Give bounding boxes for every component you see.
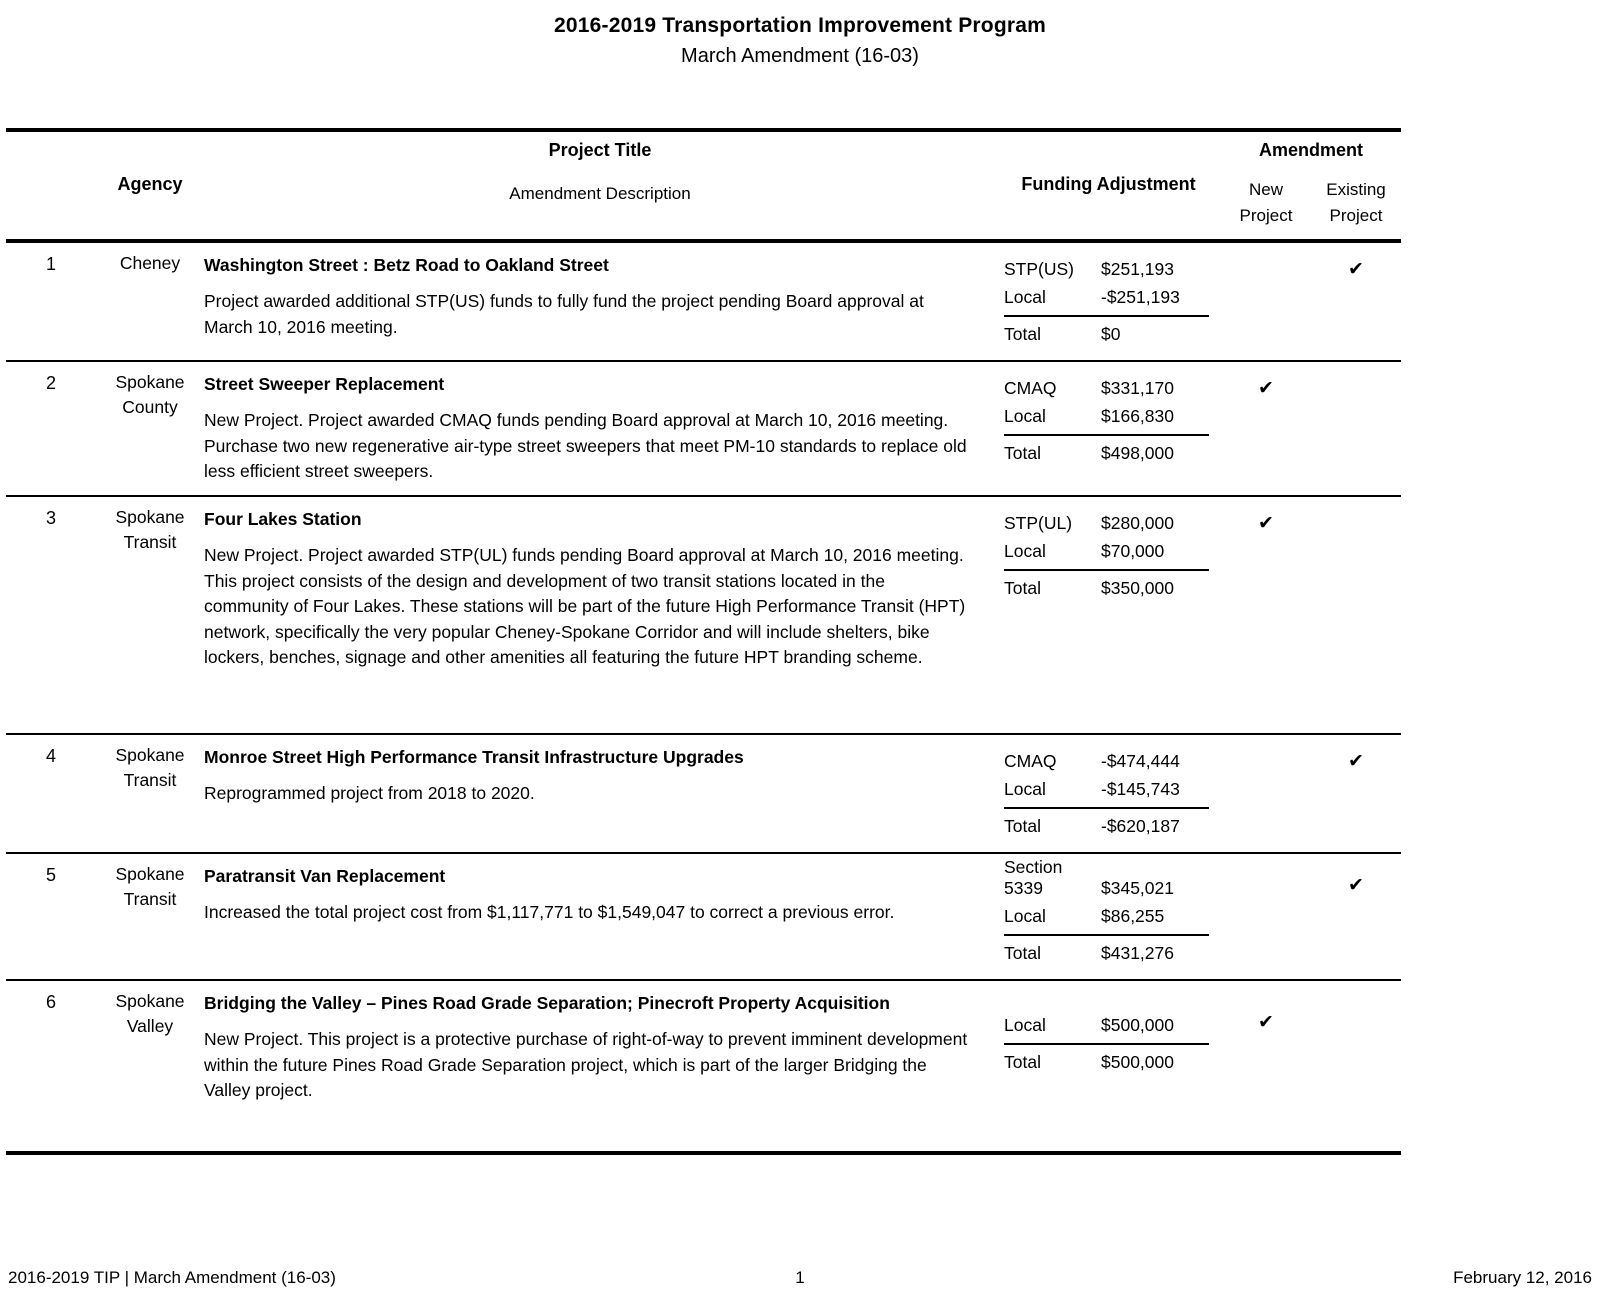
row-number: 2 bbox=[45, 373, 56, 393]
funding-source-label: Local bbox=[1004, 779, 1046, 799]
funding-adjustment-cell bbox=[996, 981, 1221, 1143]
row-number: 5 bbox=[45, 865, 56, 885]
funding-source-label: Local bbox=[1004, 406, 1046, 426]
funding-source-label: Total bbox=[1004, 578, 1041, 598]
amendment-description: Project awarded additional STP(US) funds to fully fund the project pending Board approval at March 10, 2016 meeting. bbox=[204, 291, 924, 337]
document-title: 2016-2019 Transportation Improvement Program bbox=[554, 14, 1046, 37]
row-agency: Spokane Transit bbox=[115, 507, 185, 552]
funding-line bbox=[1004, 1043, 1209, 1073]
header-amendment: Amendment bbox=[1258, 140, 1363, 160]
funding-source-label: Total bbox=[1004, 943, 1041, 963]
check-icon: ✔ bbox=[1258, 513, 1274, 534]
existing-project-cell bbox=[1311, 854, 1401, 971]
check-icon: ✔ bbox=[1348, 751, 1364, 772]
row-number: 4 bbox=[45, 746, 56, 766]
header-amendment-description: Amendment Description bbox=[509, 184, 691, 203]
project-title: Paratransit Van Replacement bbox=[204, 866, 446, 886]
funding-line bbox=[1004, 569, 1209, 599]
header-new-project: New Project bbox=[1239, 180, 1293, 225]
new-project-cell bbox=[1221, 981, 1311, 1143]
document-header bbox=[0, 0, 1600, 68]
existing-project-cell bbox=[1311, 362, 1401, 487]
header-existing-project: Existing Project bbox=[1326, 180, 1386, 225]
funding-source-label: Local bbox=[1004, 906, 1046, 926]
row-number: 3 bbox=[45, 508, 56, 528]
header-project-title: Project Title bbox=[548, 140, 652, 160]
funding-line bbox=[1004, 513, 1209, 534]
funding-source-label: STP(US) bbox=[1004, 259, 1074, 279]
amendment-table bbox=[6, 128, 1401, 1155]
funding-line bbox=[1004, 259, 1209, 280]
header-amendment-group bbox=[1221, 140, 1401, 229]
funding-line bbox=[1004, 857, 1209, 899]
funding-source-label: Total bbox=[1004, 816, 1041, 836]
project-title: Washington Street : Betz Road to Oakland Street bbox=[204, 255, 609, 275]
funding-amount: $280,000 bbox=[1101, 513, 1174, 533]
funding-amount: -$251,193 bbox=[1101, 287, 1180, 307]
footer-document-label: 2016-2019 TIP | March Amendment (16-03) bbox=[8, 1268, 336, 1287]
funding-line bbox=[1004, 541, 1209, 562]
funding-source-label: CMAQ bbox=[1004, 751, 1057, 771]
table-row bbox=[6, 362, 1401, 497]
funding-line bbox=[1004, 779, 1209, 800]
footer-page-number: 1 bbox=[795, 1268, 805, 1287]
funding-source-label: Local bbox=[1004, 1015, 1046, 1035]
project-cell bbox=[204, 854, 996, 971]
funding-amount: $331,170 bbox=[1101, 378, 1174, 398]
funding-amount: -$620,187 bbox=[1101, 816, 1180, 836]
row-number: 6 bbox=[45, 992, 56, 1012]
row-agency: Spokane Transit bbox=[115, 745, 185, 790]
header-agency: Agency bbox=[117, 174, 183, 194]
funding-amount: $350,000 bbox=[1101, 578, 1174, 598]
row-agency: Spokane Transit bbox=[115, 864, 185, 909]
funding-source-label: Local bbox=[1004, 287, 1046, 307]
new-project-cell bbox=[1221, 362, 1311, 487]
row-agency: Spokane County bbox=[115, 372, 185, 417]
project-cell bbox=[204, 497, 996, 725]
existing-project-cell bbox=[1311, 735, 1401, 844]
check-icon: ✔ bbox=[1258, 1012, 1274, 1033]
new-project-cell bbox=[1221, 735, 1311, 844]
funding-adjustment-cell bbox=[996, 735, 1221, 844]
project-title: Four Lakes Station bbox=[204, 509, 362, 529]
project-cell bbox=[204, 981, 996, 1143]
funding-amount: $166,830 bbox=[1101, 406, 1174, 426]
row-agency: Cheney bbox=[119, 253, 181, 273]
existing-project-cell bbox=[1311, 981, 1401, 1143]
new-project-cell bbox=[1221, 243, 1311, 352]
project-cell bbox=[204, 243, 996, 352]
header-amendment-subcolumns bbox=[1221, 177, 1401, 229]
table-body bbox=[6, 243, 1401, 1151]
new-project-cell bbox=[1221, 497, 1311, 725]
funding-line bbox=[1004, 934, 1209, 964]
project-cell bbox=[204, 735, 996, 844]
table-header bbox=[6, 132, 1401, 243]
funding-line bbox=[1004, 807, 1209, 837]
funding-source-label: Total bbox=[1004, 443, 1041, 463]
funding-source-label: Local bbox=[1004, 541, 1046, 561]
check-icon: ✔ bbox=[1348, 259, 1364, 280]
existing-project-cell bbox=[1311, 243, 1401, 352]
funding-amount: $500,000 bbox=[1101, 1052, 1174, 1072]
amendment-description: New Project. Project awarded STP(UL) funds pending Board approval at March 10, 2016 meeting. This project consists of the design and development of two transit stations located in the community of Four Lakes. These stations will be part of the future High Performance Transit (HPT) network, specifically the very popular Cheney-Spokane Corridor and will include shelters, bike lockers, benches, signage and other amenities all featuring the future HPT branding scheme. bbox=[204, 545, 966, 667]
header-row-number-spacer bbox=[6, 140, 96, 229]
funding-source-label: Total bbox=[1004, 324, 1041, 344]
amendment-description: Reprogrammed project from 2018 to 2020. bbox=[204, 783, 535, 803]
row-agency: Spokane Valley bbox=[115, 991, 185, 1036]
funding-amount: -$474,444 bbox=[1101, 751, 1180, 771]
funding-line bbox=[1004, 1015, 1209, 1036]
funding-amount: $86,255 bbox=[1101, 906, 1165, 926]
funding-amount: $431,276 bbox=[1101, 943, 1174, 963]
footer-date: February 12, 2016 bbox=[1453, 1268, 1592, 1287]
funding-source-label: CMAQ bbox=[1004, 378, 1057, 398]
funding-source-label: STP(UL) bbox=[1004, 513, 1073, 533]
amendment-description: Increased the total project cost from $1,117,771 to $1,549,047 to correct a previous error. bbox=[204, 902, 895, 922]
funding-line bbox=[1004, 434, 1209, 464]
funding-amount: -$145,743 bbox=[1101, 779, 1180, 799]
funding-amount: $251,193 bbox=[1101, 259, 1174, 279]
table-row bbox=[6, 735, 1401, 854]
funding-source-label: Total bbox=[1004, 1052, 1041, 1072]
existing-project-cell bbox=[1311, 497, 1401, 725]
funding-line bbox=[1004, 315, 1209, 345]
amendment-description: New Project. Project awarded CMAQ funds pending Board approval at March 10, 2016 meeting. Purchase two new regenerative air-type street sweepers that meet PM-10 standards to replace old less efficient street sweepers. bbox=[204, 410, 967, 481]
funding-line bbox=[1004, 906, 1209, 927]
check-icon: ✔ bbox=[1258, 378, 1274, 399]
funding-line bbox=[1004, 406, 1209, 427]
project-title: Street Sweeper Replacement bbox=[204, 374, 445, 394]
table-row bbox=[6, 854, 1401, 981]
project-cell bbox=[204, 362, 996, 487]
project-title: Monroe Street High Performance Transit Infrastructure Upgrades bbox=[204, 747, 744, 767]
table-row bbox=[6, 981, 1401, 1151]
check-icon: ✔ bbox=[1348, 875, 1364, 896]
funding-line bbox=[1004, 751, 1209, 772]
funding-adjustment-cell bbox=[996, 497, 1221, 725]
funding-line bbox=[1004, 287, 1209, 308]
funding-amount: $345,021 bbox=[1101, 878, 1174, 898]
header-funding-adjustment: Funding Adjustment bbox=[1021, 174, 1196, 194]
funding-adjustment-cell bbox=[996, 243, 1221, 352]
amendment-description: New Project. This project is a protective purchase of right-of-way to prevent imminent development within the future Pines Road Grade Separation project, which is part of the larger Bridging the Valley project. bbox=[204, 1029, 968, 1100]
funding-amount: $70,000 bbox=[1101, 541, 1165, 561]
funding-source-label: Section 5339 bbox=[1004, 857, 1063, 898]
new-project-cell bbox=[1221, 854, 1311, 971]
funding-amount: $0 bbox=[1101, 324, 1121, 344]
funding-adjustment-cell bbox=[996, 362, 1221, 487]
funding-amount: $498,000 bbox=[1101, 443, 1174, 463]
row-number: 1 bbox=[45, 254, 56, 274]
table-row bbox=[6, 497, 1401, 735]
funding-line bbox=[1004, 378, 1209, 399]
funding-amount: $500,000 bbox=[1101, 1015, 1174, 1035]
header-project-title-group bbox=[204, 140, 996, 229]
funding-adjustment-cell bbox=[996, 854, 1221, 971]
project-title: Bridging the Valley – Pines Road Grade Separation; Pinecroft Property Acquisition bbox=[204, 993, 890, 1013]
document-subtitle: March Amendment (16-03) bbox=[681, 45, 919, 67]
table-row bbox=[6, 243, 1401, 362]
